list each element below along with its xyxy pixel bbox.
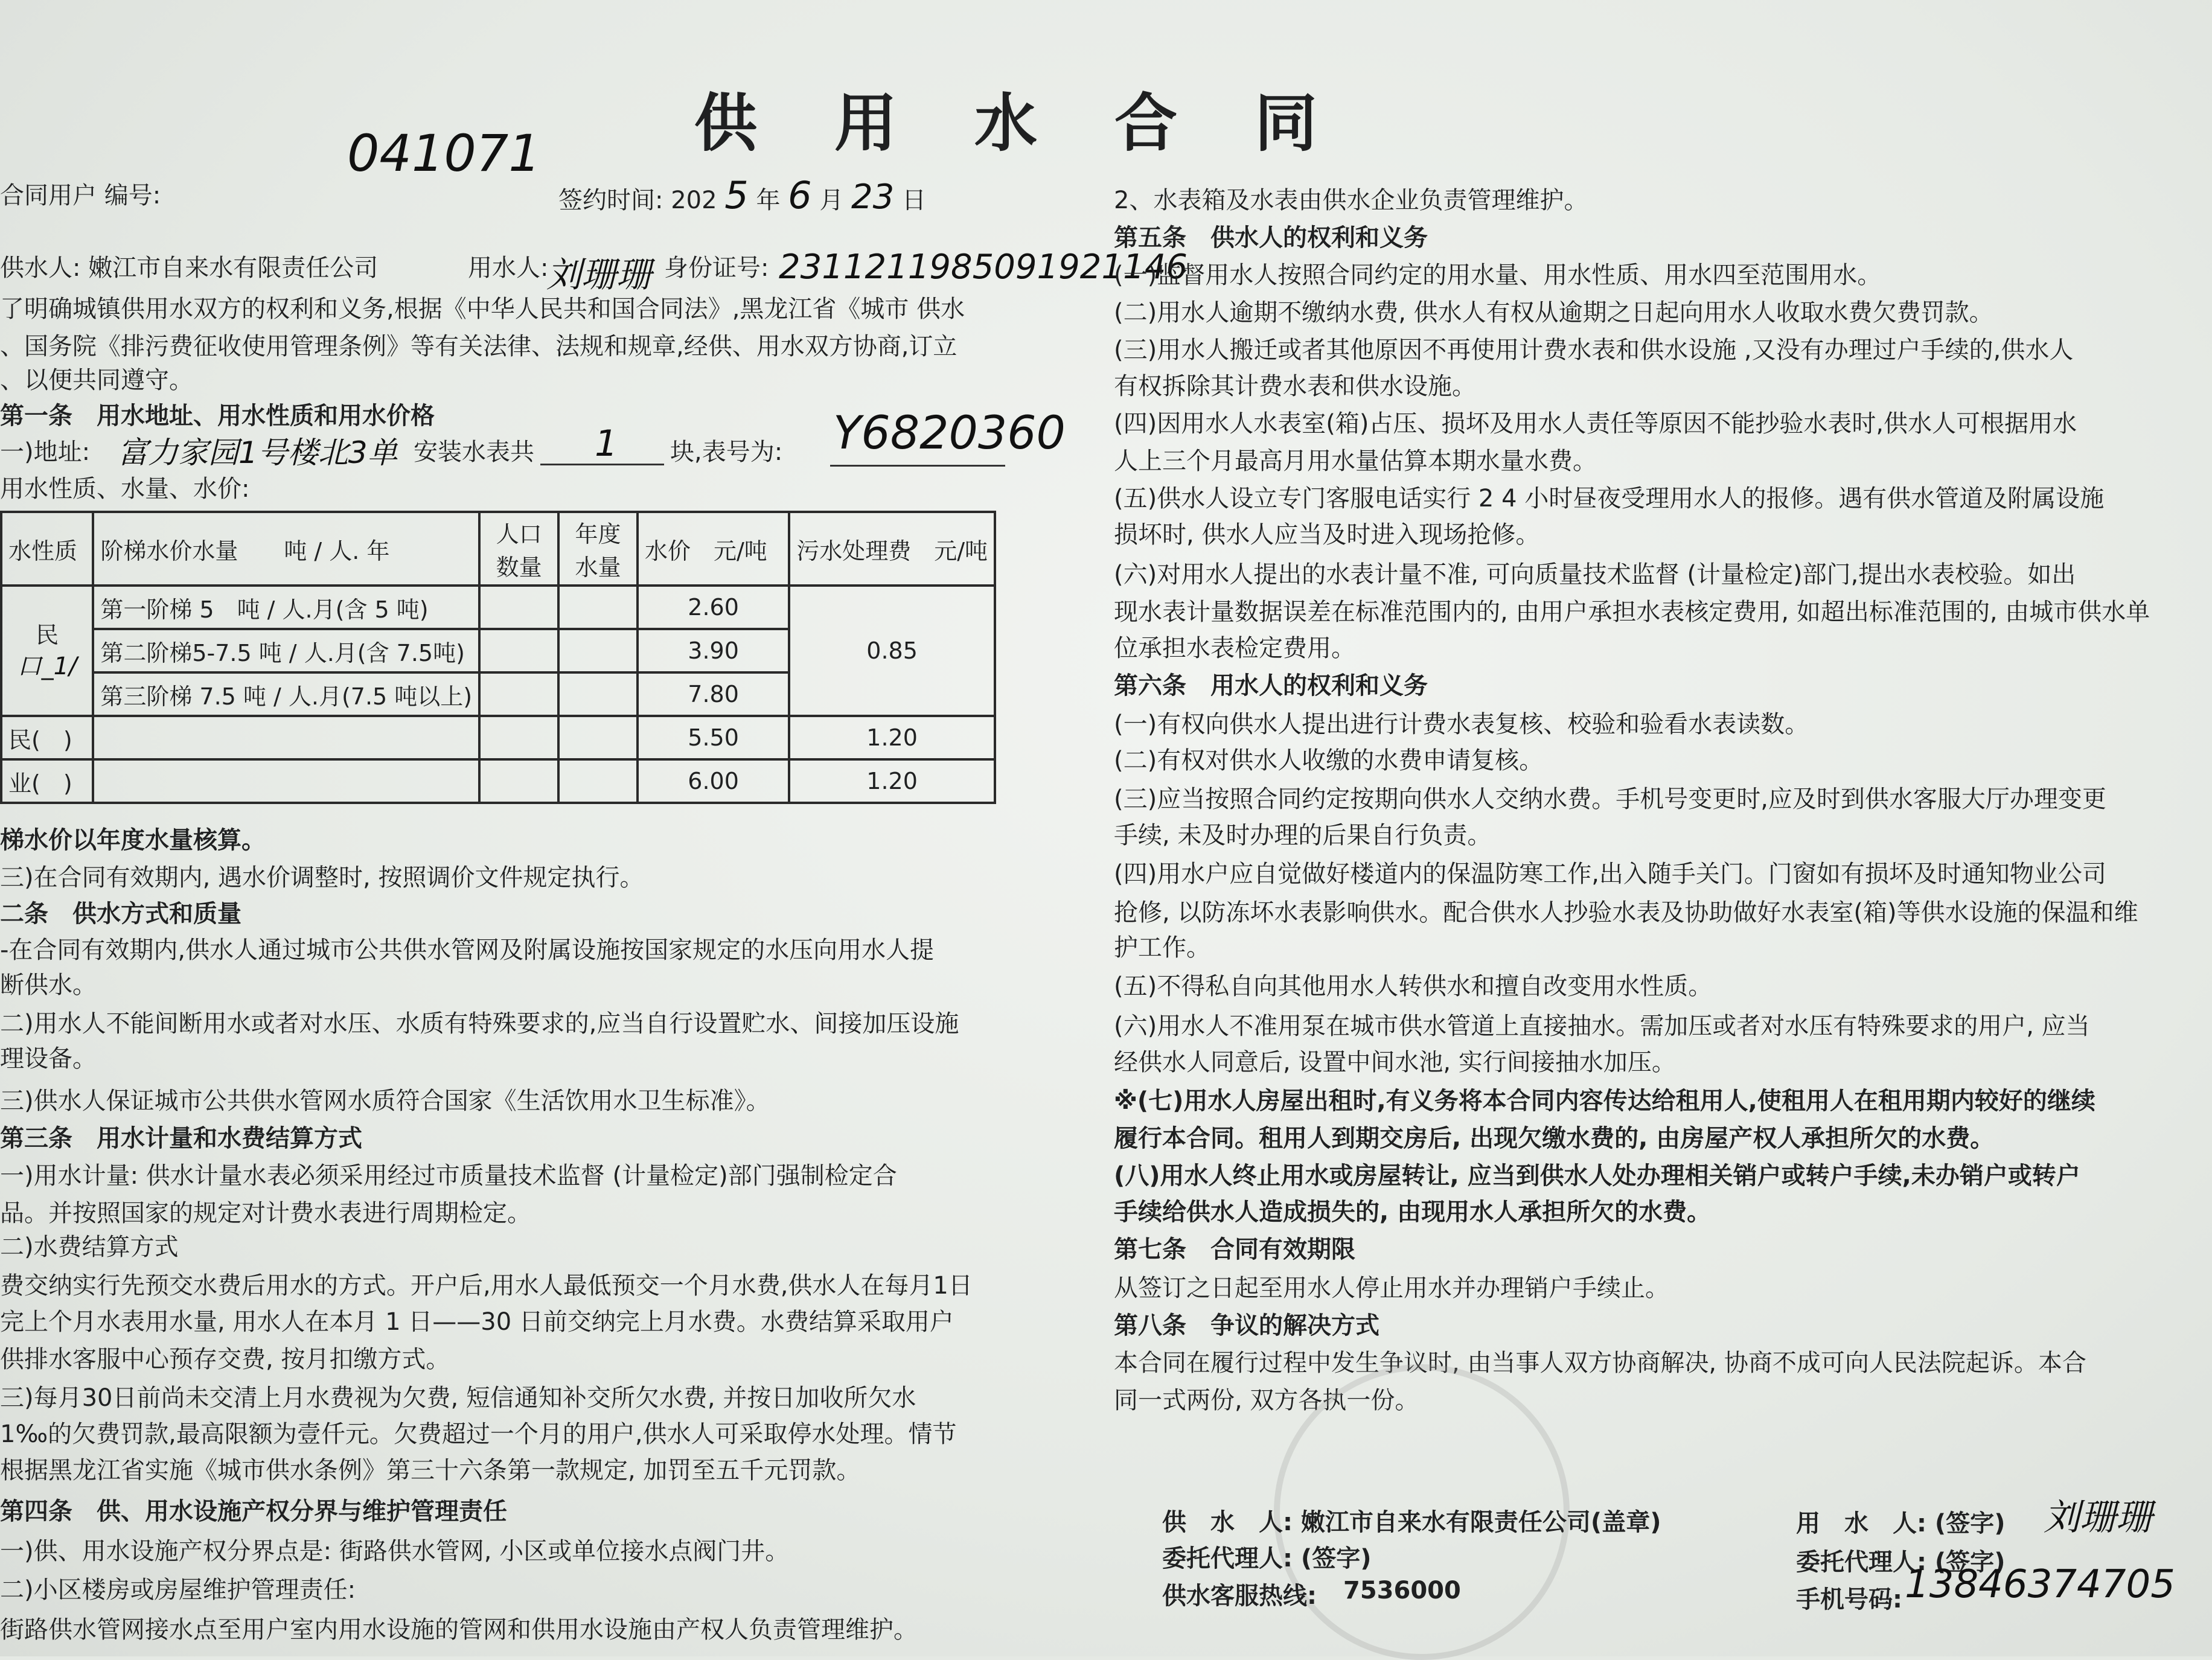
article-1-heading: 第一条 用水地址、用水性质和用水价格 <box>0 402 435 430</box>
user-signature-handwritten: 刘珊珊 <box>2044 1496 2152 1539</box>
supplier-signature-line: 供 水 人: 嫩江市自来水有限责任公司(盖章) <box>1162 1508 1661 1536</box>
paragraph-line: 一)供、用水设施产权分界点是: 街路供水管网, 小区或单位接水点阀门井。 <box>0 1537 790 1565</box>
paragraph-line: (二)用水人逾期不缴纳水费, 供水人有权从逾期之日起向用水人收取水费欠费罚款。 <box>1114 299 1993 327</box>
table-header-cell: 水性质 <box>1 512 93 586</box>
water-use-subtitle: 用水性质、水量、水价: <box>0 475 250 503</box>
phone-handwritten: 13846374705 <box>1905 1562 2175 1607</box>
hotline-label: 供水客服热线: <box>1162 1582 1317 1610</box>
table-cell: 0.85 <box>789 586 995 716</box>
sign-year: 5 <box>724 173 749 217</box>
user-agent-line: 委托代理人: (签字) <box>1796 1548 2006 1576</box>
sign-time-label: 签约时间: 202 <box>558 187 717 214</box>
paragraph-line: 位承担水表检定费用。 <box>1114 634 1355 662</box>
table-cell <box>479 672 558 716</box>
sign-month: 6 <box>788 173 812 217</box>
paragraph-line: (一)有权向供水人提出进行计费水表复核、校验和验看水表读数。 <box>1114 710 1809 738</box>
paragraph-line: 二)小区楼房或房屋维护管理责任: <box>0 1576 356 1604</box>
meter-count-label: 安装水表共 <box>414 438 534 466</box>
paragraph-line: 损坏时, 供水人应当及时进入现场抢修。 <box>1114 521 1540 549</box>
paragraph-line: (六)对用水人提出的水表计量不准, 可向质量技术监督 (计量检定)部门,提出水表校验。如出 <box>1114 561 2076 589</box>
section-heading: 梯水价以年度水量核算。 <box>0 826 266 854</box>
table-row <box>1 716 995 759</box>
paragraph-line: (一)监督用水人按照合同约定的用水量、用水性质、用水四至范围用水。 <box>1114 261 1882 289</box>
meter-unit-label: 块,表号为: <box>670 438 783 466</box>
table-cell: 6.00 <box>638 759 789 803</box>
section-heading: ※(七)用水人房屋出租时,有义务将本合同内容传达给租用人,使租用人在租用期内较好的继续 <box>1114 1087 2095 1115</box>
paragraph-line: 从签订之日起至用水人停止用水并办理销户手续止。 <box>1114 1274 1669 1302</box>
table-cell <box>479 629 558 672</box>
paragraph-line: 二)水费结算方式 <box>0 1233 179 1261</box>
paragraph-line: 一)用水计量: 供水计量水表必须采用经过市质量技术监督 (计量检定)部门强制检定合 <box>0 1162 897 1190</box>
paragraph-line: 理设备。 <box>0 1045 97 1073</box>
paragraph-line: 同一式两份, 双方各执一份。 <box>1114 1387 1419 1414</box>
table-cell: 5.50 <box>638 716 789 759</box>
paragraph-line: (四)因用水人水表室(箱)占压、损坏及用水人责任等原因不能抄验水表时,供水人可根据用水 <box>1114 410 2077 438</box>
supplier-agent-line: 委托代理人: (签字) <box>1162 1545 1372 1572</box>
table-cell <box>558 759 638 803</box>
table-cell: 1.20 <box>789 759 995 803</box>
paragraph-line: (三)应当按照合同约定按期向供水人交纳水费。手机号变更时,应及时到供水客服大厅办理变更 <box>1114 785 2106 813</box>
paragraph-line: 费交纳实行先预交水费后用水的方式。开户后,用水人最低预交一个月水费,供水人在每月1日 <box>0 1272 973 1300</box>
table-cell <box>558 716 638 759</box>
page-title: 供用水合同 <box>694 86 1395 160</box>
handwritten-contract-number: 041071 <box>347 124 541 183</box>
section-heading: 第七条 合同有效期限 <box>1114 1236 1355 1263</box>
supplier-label: 供水人: 嫩江市自来水有限责任公司 <box>0 254 379 282</box>
paragraph-line: 街路供水管网接水点至用户室内用水设施的管网和供用水设施由产权人负责管理维护。 <box>0 1616 918 1644</box>
paragraph-line: 断供水。 <box>0 971 97 999</box>
paragraph-line: (六)用水人不准用泵在城市供水管道上直接抽水。需加压或者对水压有特殊要求的用户, 应当 <box>1114 1012 2090 1040</box>
year-char: 年 <box>756 187 781 214</box>
paragraph-line: (五)不得私自向其他用水人转供水和擅自改变用水性质。 <box>1114 972 1713 1000</box>
paragraph-line: 1‰的欠费罚款,最高限额为壹仟元。欠费超过一个月的用户,供水人可采取停水处理。情节 <box>0 1420 957 1448</box>
resident-cell <box>1 586 93 716</box>
paragraph-line: (四)用水户应自觉做好楼道内的保温防寒工作,出入随手关门。门窗如有损坏及时通知物业公司 <box>1114 860 2106 888</box>
id-label: 身份证号: <box>664 254 769 282</box>
section-heading: 手续给供水人造成损失的, 由现用水人承担所欠的水费。 <box>1114 1198 1712 1226</box>
table-cell: 民( ) <box>1 716 93 759</box>
section-heading: 履行本合同。租用人到期交房后, 出现欠缴水费的, 由房屋产权人承担所欠的水费。 <box>1114 1125 1995 1152</box>
paragraph-line: 三)在合同有效期内, 遇水价调整时, 按照调价文件规定执行。 <box>0 864 644 892</box>
paragraph-line: 根据黑龙江省实施《城市供水条例》第三十六条第一款规定, 加罚至五千元罚款。 <box>0 1457 861 1484</box>
user-signature-line: 用 水 人: (签字) <box>1796 1510 2006 1537</box>
paragraph-line: 经供水人同意后, 设置中间水池, 实行间接抽水加压。 <box>1114 1049 1676 1076</box>
paragraph-line: 2、水表箱及水表由供水企业负责管理维护。 <box>1114 187 1588 214</box>
paragraph-line: 本合同在履行过程中发生争议时, 由当事人双方协商解决, 协商不成可向人民法院起诉。本合 <box>1114 1349 2086 1377</box>
section-heading: 第六条 用水人的权利和义务 <box>1114 672 1428 700</box>
table-cell <box>558 629 638 672</box>
paragraph-line: 完上个月水表用水量, 用水人在本月 1 日——30 日前交纳完上月水费。水费结算采取用户 <box>0 1308 954 1336</box>
section-heading: (八)用水人终止用水或房屋转让, 应当到供水人处办理相关销户或转户手续,未办销户或转户 <box>1114 1162 2080 1190</box>
user-label: 用水人: <box>468 254 549 282</box>
intro-line: 了明确城镇供用水双方的权利和义务,根据《中华人民共和国合同法》,黑龙江省《城市 供水 <box>0 295 965 323</box>
table-cell <box>93 759 479 803</box>
table-header-cell: 水价 元/吨 <box>638 512 789 586</box>
table-header-cell: 年度水量 <box>558 512 638 586</box>
hotline-number: 7536000 <box>1343 1577 1461 1604</box>
address-label: 一)地址: <box>0 438 91 466</box>
table-cell: 第二阶梯5-7.5 吨 / 人.月(含 7.5吨) <box>93 629 479 672</box>
table-cell <box>479 759 558 803</box>
phone-label: 手机号码: <box>1796 1586 1902 1614</box>
paragraph-line: 手续, 未及时办理的后果自行负责。 <box>1114 822 1492 849</box>
sign-time <box>558 173 933 217</box>
water-price-table <box>0 511 996 804</box>
paragraph-line: 品。并按照国家的规定对计费水表进行周期检定。 <box>0 1199 531 1227</box>
meter-number-underline <box>830 465 1005 467</box>
table-cell: 业( ) <box>1 759 93 803</box>
paragraph-line: 供排水客服中心预存交费, 按月扣缴方式。 <box>0 1346 450 1373</box>
table-cell: 3.90 <box>638 629 789 672</box>
paragraph-line: 抢修, 以防冻坏水表影响供水。配合供水人抄验水表及协助做好水表室(箱)等供水设施的保温和维 <box>1114 899 2138 927</box>
table-cell: 2.60 <box>638 586 789 629</box>
table-cell: 1.20 <box>789 716 995 759</box>
paragraph-line: 二)用水人不能间断用水或者对水压、水质有特殊要求的,应当自行设置贮水、间接加压设施 <box>0 1010 959 1038</box>
intro-line: 、以便共同遵守。 <box>0 366 193 394</box>
table-cell: 第一阶梯 5 吨 / 人.月(含 5 吨) <box>93 586 479 629</box>
meter-number-handwritten: Y6820360 <box>833 406 1066 459</box>
table-cell <box>558 672 638 716</box>
id-number-handwritten: 2311211985091921146 <box>779 247 1188 287</box>
table-header-cell: 阶梯水价水量 吨 / 人. 年 <box>93 512 479 586</box>
paragraph-line: (三)用水人搬迁或者其他原因不再使用计费水表和供水设施 ,又没有办理过户手续的,供水人 <box>1114 336 2074 364</box>
resident-count: 口_1/ <box>17 653 77 680</box>
table-header-row <box>1 512 995 586</box>
paragraph-line: 现水表计量数据误差在标准范围内的, 由用户承担水表核定费用, 如超出标准范围的, 由城市供水单 <box>1114 598 2150 626</box>
section-heading: 第五条 供水人的权利和义务 <box>1114 224 1428 252</box>
paragraph-line: 三)供水人保证城市公共供水管网水质符合国家《生活饮用水卫生标准》。 <box>0 1087 770 1115</box>
paragraph-line: 人上三个月最高月用水量估算本期水量水费。 <box>1114 447 1597 475</box>
section-heading: 二条 供水方式和质量 <box>0 900 241 928</box>
intro-line: 、国务院《排污费征收使用管理条例》等有关法律、法规和规章,经供、用水双方协商,订立 <box>0 333 957 360</box>
table-row <box>1 759 995 803</box>
section-heading: 第八条 争议的解决方式 <box>1114 1312 1379 1339</box>
table-cell <box>479 586 558 629</box>
paragraph-line: (二)有权对供水人收缴的水费申请复核。 <box>1114 747 1544 774</box>
section-heading: 第三条 用水计量和水费结算方式 <box>0 1125 362 1152</box>
table-row <box>1 586 995 629</box>
user-number-label: 合同用户 编号: <box>0 182 161 209</box>
paragraph-line: -在合同有效期内,供水人通过城市公共供水管网及附属设施按国家规定的水压向用水人提 <box>0 936 935 964</box>
table-cell: 7.80 <box>638 672 789 716</box>
paragraph-line: 护工作。 <box>1114 934 1210 962</box>
table-header-cell: 人口数量 <box>479 512 558 586</box>
table-cell <box>479 716 558 759</box>
sign-day: 23 <box>851 177 895 217</box>
meter-count-handwritten: 1 <box>595 423 618 465</box>
table-cell: 第三阶梯 7.5 吨 / 人.月(7.5 吨以上) <box>93 672 479 716</box>
day-char: 日 <box>902 187 927 214</box>
paragraph-line: (五)供水人设立专门客服电话实行 2 4 小时昼夜受理用水人的报修。遇有供水管道及附属设施 <box>1114 485 2105 512</box>
table-header-cell: 污水处理费 元/吨 <box>789 512 995 586</box>
section-heading: 第四条 供、用水设施产权分界与维护管理责任 <box>0 1498 507 1525</box>
paragraph-line: 有权拆除其计费水表和供水设施。 <box>1114 372 1476 400</box>
month-char: 月 <box>819 187 844 214</box>
address-handwritten: 富力家园1号楼北3单 <box>118 435 398 470</box>
table-cell <box>558 586 638 629</box>
paragraph-line: 三)每月30日前尚未交清上月水费视为欠费, 短信通知补交所欠水费, 并按日加收所欠水 <box>0 1384 916 1412</box>
table-cell <box>93 716 479 759</box>
resident-label: 民 <box>36 622 59 648</box>
user-name-handwritten: 刘珊珊 <box>546 254 652 295</box>
